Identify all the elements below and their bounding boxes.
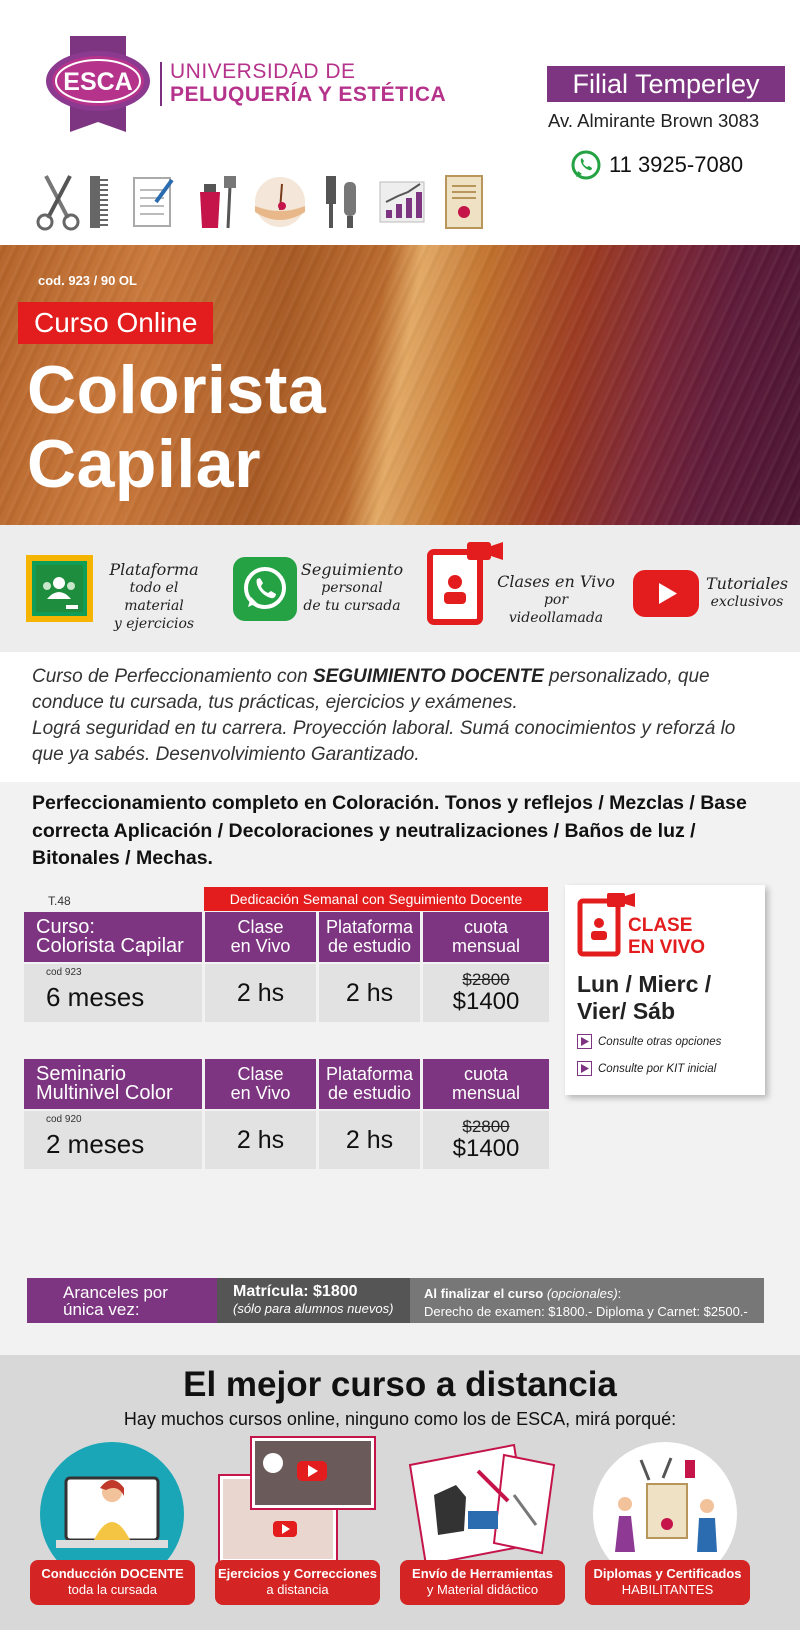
class-days: Lun / Mierc / Vier/ Sáb <box>577 971 712 1024</box>
duration-cell: cod 923 6 meses <box>24 964 202 1022</box>
logo-wordmark <box>170 60 446 106</box>
benefit-caption: Diplomas y Certificados HABILITANTES <box>585 1560 750 1605</box>
platform-hours: 2 hs <box>319 964 420 1022</box>
table-reference: T.48 <box>48 894 71 908</box>
table-header-row <box>24 912 549 962</box>
duration-cell: cod 920 2 meses <box>24 1111 202 1169</box>
benefit-card-tools <box>400 1435 570 1605</box>
whatsapp-icon <box>233 557 297 621</box>
current-price: $1400 <box>452 988 520 1015</box>
course-title-line-1: Colorista <box>27 352 327 428</box>
old-price: $2800 <box>462 1117 510 1136</box>
intro-paragraph-1: Curso de Perfeccionamiento con SEGUIMIENTO DOCENTE personalizado, que conduce tu cursada, tus prácticas, ejercicios y exámenes. <box>32 666 710 713</box>
platform-hours: 2 hs <box>319 1111 420 1169</box>
dedication-header: Dedicación Semanal con Seguimiento Docente <box>204 887 548 911</box>
why-esca-section <box>0 1355 800 1630</box>
section-subheading: Hay muchos cursos online, ninguno como los de ESCA, mirá porqué: <box>123 1409 677 1429</box>
table-row <box>24 1111 549 1169</box>
logo-mark: ESCA <box>63 68 133 96</box>
enrollment-fee: Matrícula: $1800 (sólo para alumnos nuevos) <box>217 1278 410 1323</box>
benefit-card-exercises <box>215 1435 385 1605</box>
col-monthly-fee: cuota mensual <box>423 1059 549 1109</box>
growth-chart-icon <box>376 172 432 232</box>
fees-label: Aranceles por única vez: <box>27 1278 217 1323</box>
benefit-card-diplomas <box>585 1435 755 1605</box>
feature-tutorials: Tutoriales exclusivos <box>706 574 789 610</box>
feature-live-classes: Clases en Vivo por videollamada <box>497 572 615 626</box>
teacher-laptop-icon <box>38 1440 186 1570</box>
service-icons <box>30 172 530 237</box>
col-monthly-fee: cuota mensual <box>423 912 549 962</box>
course-details <box>0 782 800 1355</box>
fee-cell <box>423 964 549 1022</box>
logo-line-2: PELUQUERÍA Y ESTÉTICA <box>170 83 447 106</box>
logo-divider <box>160 62 162 106</box>
feature-tracking: Seguimiento personal de tu cursada <box>300 560 404 614</box>
current-price: $1400 <box>452 1135 520 1162</box>
col-platform: Plataforma de estudio <box>319 912 420 962</box>
classroom-icon <box>26 555 93 622</box>
scalp-follicle-icon <box>252 172 308 232</box>
play-icon <box>577 1034 592 1049</box>
online-badge: Curso Online <box>18 302 213 344</box>
brush-comb-icon <box>314 172 370 232</box>
features-bar <box>0 525 800 652</box>
phone-link[interactable] <box>571 150 743 180</box>
benefit-caption: Conducción DOCENTE toda la cursada <box>30 1560 195 1605</box>
completion-fees: Al finalizar el curso (opcionales): Derecho de examen: $1800.- Diploma y Carnet: $2500.- <box>410 1278 764 1323</box>
other-options-link[interactable]: Consulte otras opciones <box>577 1034 721 1049</box>
course-intro <box>0 652 800 782</box>
kit-inquiry-link[interactable]: Consulte por KIT inicial <box>577 1061 716 1076</box>
benefit-card-teacher <box>30 1435 200 1605</box>
course-summary: Perfeccionamiento completo en Coloración. Tonos y reflejos / Mezclas / Base correcta Aplicación / Decoloraciones y neutralizaciones / Baños de luz / Bitonales / Mechas. <box>32 792 747 869</box>
logo-line-1: UNIVERSIDAD DE <box>170 60 356 83</box>
diploma-people-icon <box>591 1440 739 1570</box>
dye-tube-icon <box>190 172 246 232</box>
course-title-line-2: Capilar <box>27 426 262 502</box>
hero-banner <box>0 245 800 525</box>
col-live-class: Clase en Vivo <box>205 1059 316 1109</box>
old-price: $2800 <box>462 970 510 989</box>
whatsapp-icon <box>571 150 601 180</box>
course-name: Curso: Colorista Capilar <box>24 912 202 962</box>
toolkit-icon <box>404 1435 564 1565</box>
course-name: Seminario Multinivel Color <box>24 1059 202 1109</box>
header <box>0 0 800 245</box>
branch-badge: Filial Temperley <box>547 66 785 102</box>
col-live-class: Clase en Vivo <box>205 912 316 962</box>
play-icon <box>577 1061 592 1076</box>
live-schedule-card <box>565 885 765 1095</box>
live-class-icon <box>427 542 503 626</box>
one-time-fees <box>27 1278 764 1323</box>
col-platform: Plataforma de estudio <box>319 1059 420 1109</box>
table-header-row <box>24 1059 549 1109</box>
intro-paragraph-2: Lográ seguridad en tu carrera. Proyección laboral. Sumá conocimientos y reforzá lo que ya sabés. Desenvolvimiento Garantizado. <box>32 718 736 765</box>
benefit-caption: Ejercicios y Correcciones a distancia <box>215 1560 380 1605</box>
branch-address: Av. Almirante Brown 3083 <box>548 110 760 131</box>
course-title <box>27 353 326 501</box>
feature-platform: Plataforma todo el material y ejercicios <box>109 560 199 632</box>
esca-logo-icon <box>44 36 152 140</box>
course-code: cod. 923 / 90 OL <box>38 273 137 288</box>
benefit-caption: Envío de Herramientas y Material didáctico <box>400 1560 565 1605</box>
live-hours: 2 hs <box>205 1111 316 1169</box>
section-heading: El mejor curso a distancia <box>183 1365 617 1404</box>
youtube-icon <box>633 570 699 617</box>
diploma-icon <box>438 172 494 232</box>
table-row <box>24 964 549 1022</box>
scissors-icon <box>32 172 88 232</box>
live-card-title: CLASE EN VIVO <box>628 915 706 958</box>
fee-cell <box>423 1111 549 1169</box>
phone-number: 11 3925-7080 <box>609 152 744 177</box>
video-lessons-icon <box>217 1435 377 1565</box>
live-hours: 2 hs <box>205 964 316 1022</box>
notebook-icon <box>130 172 186 232</box>
